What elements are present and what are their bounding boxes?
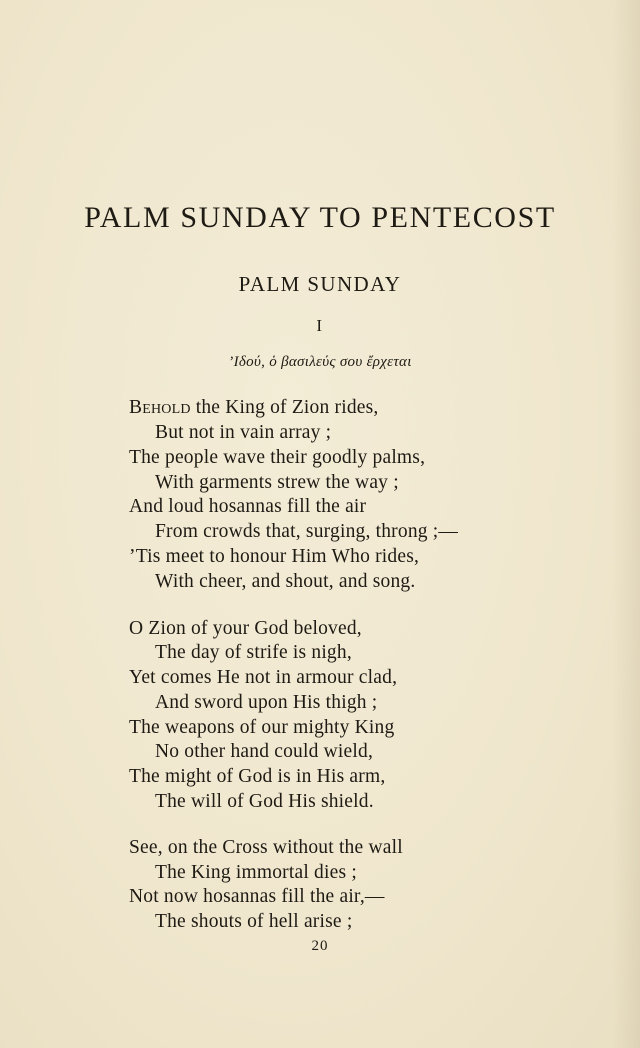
poem-line: The weapons of our mighty King (129, 717, 395, 738)
poem-line: From crowds that, surging, throng ;— (155, 521, 459, 542)
poem-line: Not now hosannas fill the air,— (129, 886, 385, 907)
poem-line: The King immortal dies ; (155, 862, 357, 883)
section-number: I (316, 316, 324, 335)
poem-line: The shouts of hell arise ; (155, 911, 353, 932)
poem-line: But not in vain array ; (155, 422, 332, 443)
poem-line: Yet comes He not in armour clad, (129, 667, 398, 688)
first-word-small-caps: Behold (129, 397, 191, 418)
poem-line: O Zion of your God beloved, (129, 618, 362, 639)
poem-title: PALM SUNDAY (238, 272, 402, 296)
poem-line: With cheer, and shout, and song. (155, 571, 416, 592)
poem-line: The people wave their goodly palms, (129, 447, 426, 468)
poem-line: And sword upon His thigh ; (155, 692, 378, 713)
poem-line: ’Tis meet to honour Him Who rides, (129, 546, 420, 567)
first-line-rest: the King of Zion rides, (190, 397, 379, 418)
greek-epigraph: ’Ιδού, ὁ βασιλεύς σου ἔρχεται (228, 354, 412, 370)
poem-line: The might of God is in His arm, (129, 766, 386, 787)
page-number: 20 (311, 938, 329, 954)
poem-line: And loud hosannas fill the air (129, 496, 367, 517)
poem-line: With garments strew the way ; (155, 472, 399, 493)
poem-line: No other hand could wield, (155, 741, 374, 762)
poem-line: The day of strife is nigh, (155, 642, 352, 663)
poem-line (129, 396, 379, 420)
part-title: PALM SUNDAY TO PENTECOST (84, 201, 556, 234)
page-edge-shadow (612, 0, 640, 1048)
poem-line: See, on the Cross without the wall (129, 837, 403, 858)
poem-line: The will of God His shield. (155, 791, 374, 812)
